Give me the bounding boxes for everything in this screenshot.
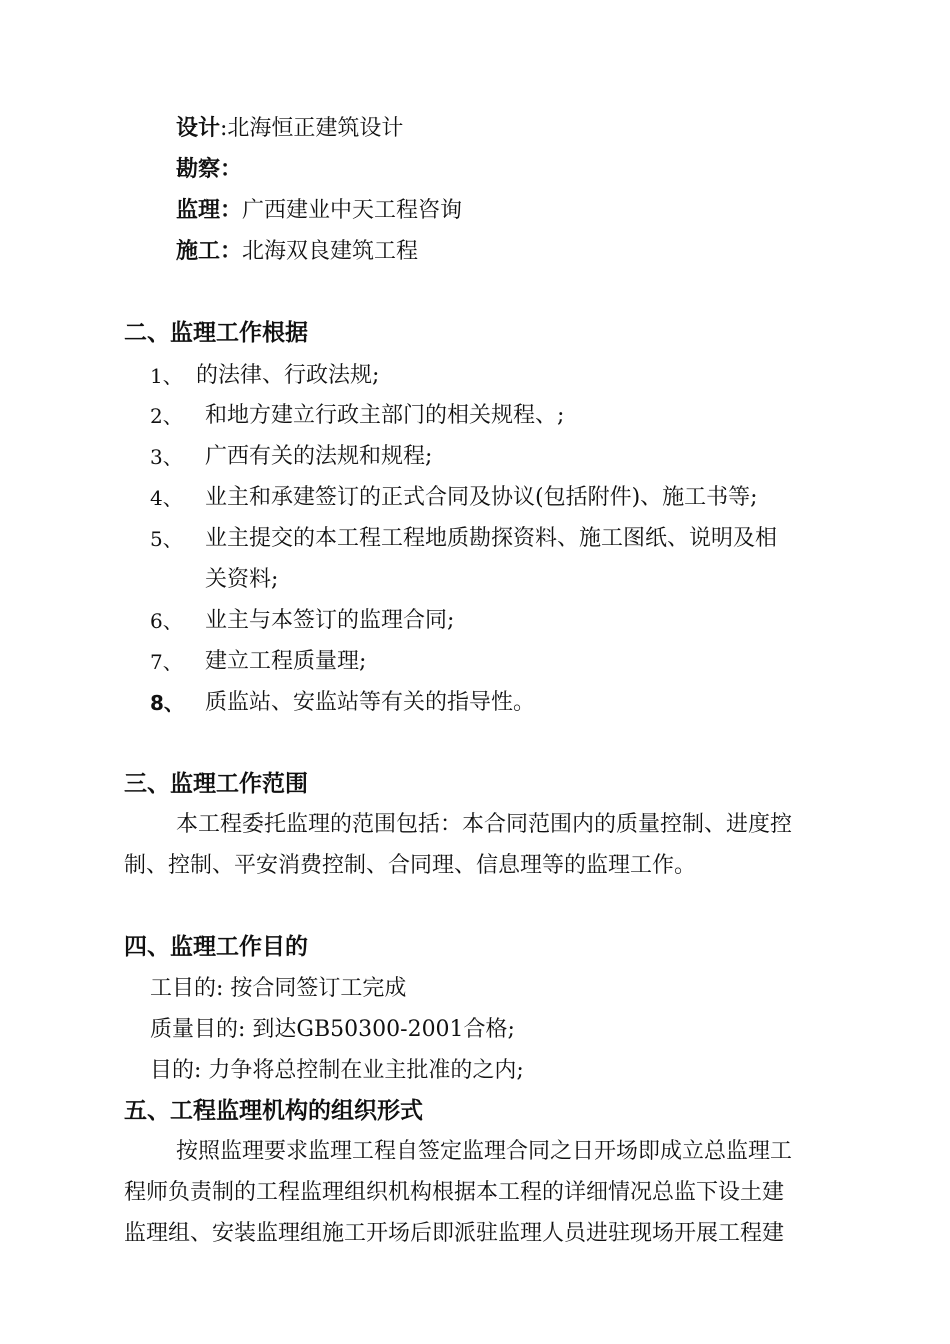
section4-line3: 目的: 力争将总控制在业主批准的之内;: [150, 1058, 524, 1083]
section4-line2: 质量目的: 到达GB50300-2001合格;: [150, 1017, 515, 1042]
supervise-label: 监理：: [176, 198, 243, 223]
list-item-number: 8、: [150, 691, 184, 715]
supervise-value: 广西建业中天工程咨询: [242, 198, 463, 223]
survey-label: 勘察：: [176, 157, 243, 182]
construct-label: 施工：: [176, 239, 243, 264]
design-label: 设计: [176, 116, 221, 141]
list-item-number: 3、: [150, 445, 183, 469]
list-item-number: 5、: [150, 527, 183, 551]
list-item-number: 6、: [150, 609, 183, 633]
list-item-number: 4、: [150, 486, 183, 510]
list-item-text: 和地方建立行政主部门的相关规程、;: [205, 403, 565, 428]
list-item-text-continued: 关资料;: [205, 567, 279, 592]
section5-paragraph-line2: 程师负责制的工程监理组织机构根据本工程的详细情况总监下设土建: [124, 1180, 785, 1205]
supervise-line: [176, 196, 462, 226]
list-item-number: 2、: [150, 404, 183, 428]
design-line: [176, 114, 403, 144]
list-item-text: 广西有关的法规和规程;: [205, 444, 433, 469]
section3-paragraph-line2: 制、控制、平安消费控制、合同理、信息理等的监理工作。: [124, 853, 697, 878]
design-value: :北海恒正建筑设计: [220, 116, 404, 141]
list-item-text: 业主和承建签订的正式合同及协议(包括附件)、施工书等;: [205, 485, 758, 510]
list-item-text: 建立工程质量理;: [205, 649, 367, 674]
section4-heading: 四、监理工作目的: [124, 934, 308, 960]
construct-line: [176, 237, 418, 267]
list-item-number: 1、: [150, 364, 183, 388]
section3-heading: 三、监理工作范围: [124, 771, 308, 797]
section5-paragraph-line1: 按照监理要求监理工程自签定监理合同之日开场即成立总监理工: [176, 1139, 793, 1164]
list-item-text: 业主提交的本工程工程地质勘探资料、施工图纸、说明及相: [205, 526, 778, 551]
list-item-text: 业主与本签订的监理合同;: [205, 608, 455, 633]
section5-paragraph-line3: 监理组、安装监理组施工开场后即派驻监理人员进驻现场开展工程建: [124, 1221, 785, 1246]
section5-heading: 五、工程监理机构的组织形式: [124, 1098, 423, 1124]
section3-paragraph-line1: 本工程委托监理的范围包括：本合同范围内的质量控制、进度控: [176, 812, 793, 837]
construct-value: 北海双良建筑工程: [242, 239, 419, 264]
survey-line: [176, 155, 242, 185]
list-item-number: 7、: [150, 650, 183, 674]
list-item-text: 的法律、行政法规;: [196, 363, 380, 388]
section4-line1: 工目的: 按合同签订工完成: [150, 976, 407, 1001]
section2-heading: 二、监理工作根据: [124, 320, 308, 346]
list-item-text: 质监站、安监站等有关的指导性。: [205, 690, 536, 715]
